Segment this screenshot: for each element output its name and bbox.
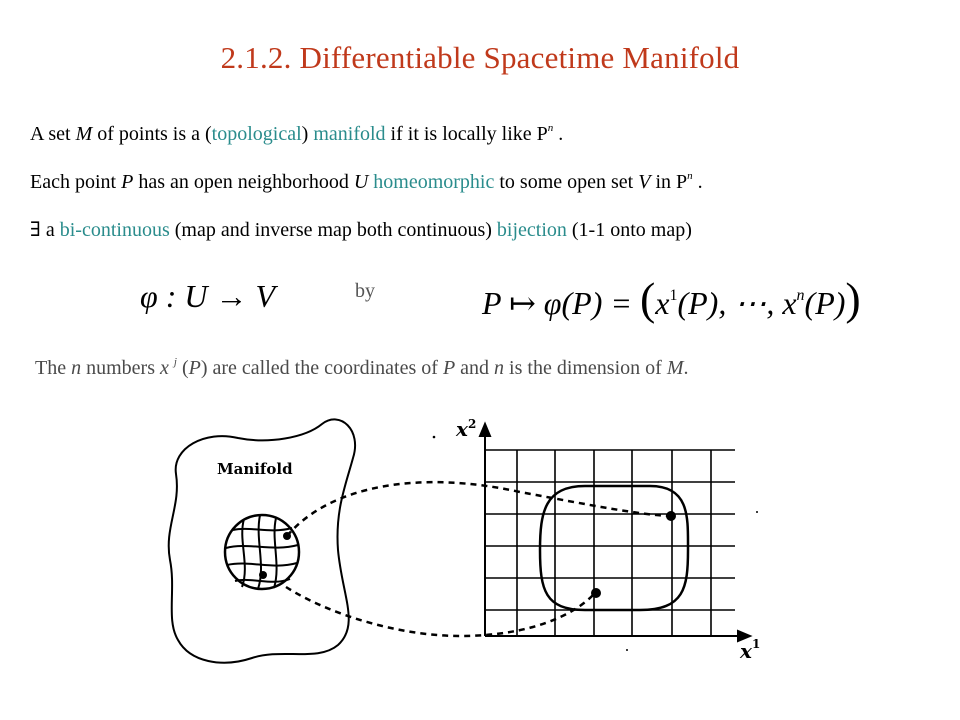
phi-map-formula: φ : U → V xyxy=(140,278,276,314)
exists-symbol: ∃ xyxy=(30,219,41,241)
term-topological: topological xyxy=(211,123,302,145)
x1-axis-sup: 1 xyxy=(752,637,761,651)
x1-axis-label: x xyxy=(740,639,752,663)
bijection-statement: ∃ a bi-continuous (map and inverse map both continuous) bijection (1-1 onto map) xyxy=(30,219,692,241)
slide-title: 2.1.2. Differentiable Spacetime Manifold xyxy=(220,40,740,75)
coordinates-statement: The n numbers x $^j$ (P) are called the coordinates of P and n is the dimension of M. xyxy=(35,356,689,379)
term-manifold: manifold xyxy=(313,123,386,145)
neighborhood-statement: Each point P has an open neighborhood U homeomorphic to some open set V in $P^n$ . xyxy=(30,170,703,193)
point-p-lower xyxy=(259,571,267,579)
mapping-curve-lower xyxy=(286,587,595,636)
image-point-lower xyxy=(591,588,601,598)
term-homeomorphic: homeomorphic xyxy=(373,171,495,193)
manifold-definition: A set M of points is a (topological) manifold if it is locally like $P^n$ . xyxy=(30,122,564,145)
open-set-v xyxy=(540,486,688,610)
coordinate-axes xyxy=(480,424,750,641)
coordinate-grid xyxy=(485,450,735,636)
image-point-upper xyxy=(666,511,676,521)
manifold-outline xyxy=(169,419,355,662)
x2-axis-label: x xyxy=(456,417,468,441)
by-label: by xyxy=(355,280,375,302)
phi-definition-formula: P ↦ $\varphi(P) = (x^1(P)$, ⋯, $x^n(P)$) xyxy=(482,273,861,324)
manifold-chart-figure xyxy=(0,400,960,700)
manifold-label: Manifold xyxy=(217,460,293,478)
term-bijection: bijection xyxy=(496,219,567,241)
x2-axis-sup: 2 xyxy=(468,417,477,431)
term-bicontinuous: bi-continuous xyxy=(59,219,170,241)
